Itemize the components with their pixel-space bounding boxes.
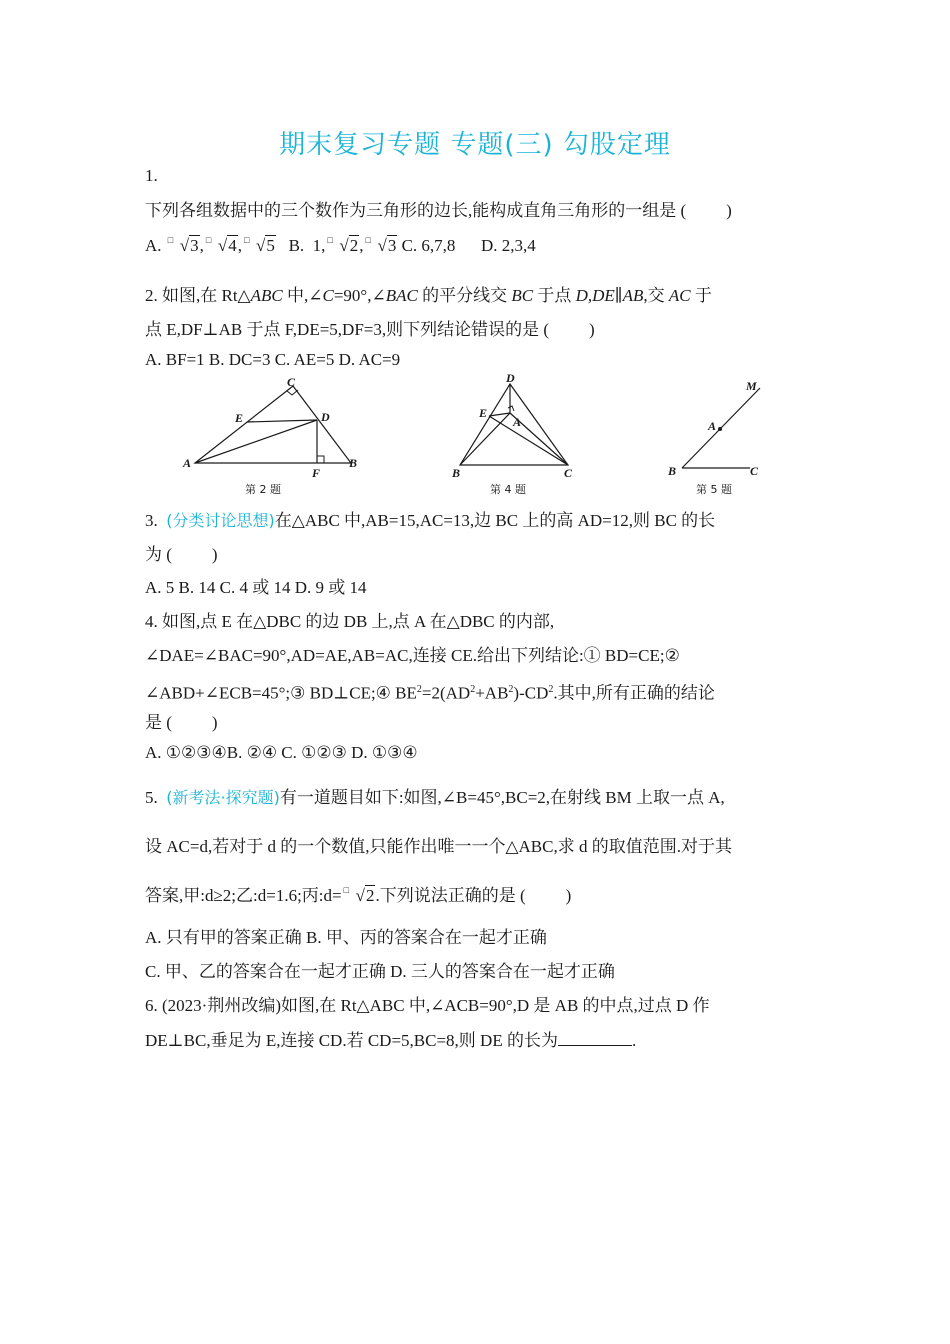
fig4-label-d: D — [506, 371, 515, 385]
q2-stem-line1: 2. 如图,在 Rt△ABC 中,∠C=90°,∠BAC 的平分线交 BC 于点 D,DE∥AB,交 AC 于 — [145, 286, 712, 305]
q4-stem-line4: 是 ( ) — [145, 713, 218, 732]
q1-stem: 下列各组数据中的三个数作为三角形的边长,能构成直角三角形的一组是 ( ) — [145, 201, 732, 220]
q1-option-d: D. 2,3,4 — [480, 236, 536, 255]
q2-stem-line2: 点 E,DF⊥AB 于点 F,DE=5,DF=3,则下列结论错误的是 ( ) — [145, 320, 595, 339]
q2-options: A. BF=1 B. DC=3 C. AE=5 D. AC=9 — [145, 350, 401, 369]
q5-stem-line1: 5. (新考法·探究题)有一道题目如下:如图,∠B=45°,BC=2,在射线 BM 上取一点 A, — [145, 788, 725, 807]
q6-answer-blank[interactable] — [558, 1031, 632, 1046]
q4-stem-line2: ∠DAE=∠BAC=90°,AD=AE,AB=AC,连接 CE.给出下列结论:① BD=CE;② — [145, 646, 680, 665]
q3-tag: (分类讨论思想) — [166, 511, 275, 530]
q6-stem-line2: DE⊥BC,垂足为 E,连接 CD.若 CD=5,BC=8,则 DE 的长为 . — [145, 1031, 637, 1050]
figure-q2 — [175, 374, 370, 499]
figure-q4 — [448, 370, 588, 500]
q5-stem-line3: 答案,甲:d≥2;乙:d=1.6;丙:d= □ √2.下列说法正确的是 ( ) — [145, 885, 572, 905]
q5-tag: (新考法·探究题) — [166, 788, 280, 807]
fig5-label-m: M — [746, 379, 757, 393]
figure-q5 — [662, 374, 782, 500]
fig2-label-c: C — [287, 375, 296, 389]
q1-option-a: A. — [145, 236, 162, 255]
q5-stem-line2: 设 AC=d,若对于 d 的一个数值,只能作出唯一一个△ABC,求 d 的取值范围.对于其 — [145, 837, 732, 856]
fig5-label-a: A — [708, 419, 717, 433]
fig4-label-b: B — [452, 466, 461, 480]
fig2-caption: 第 2 题 — [245, 483, 281, 496]
fig4-label-e: E — [479, 406, 488, 420]
q5-options-cd: C. 甲、乙的答案合在一起才正确 D. 三人的答案合在一起才正确 — [145, 962, 615, 981]
fig2-label-d: D — [321, 410, 330, 424]
q1-option-b: B. — [288, 236, 305, 255]
fig5-caption: 第 5 题 — [696, 483, 732, 496]
fig2-label-a: A — [183, 456, 192, 470]
q4-stem-line1: 4. 如图,点 E 在△DBC 的边 DB 上,点 A 在△DBC 的内部, — [145, 612, 555, 631]
q3-stem-line2: 为 ( ) — [145, 545, 218, 564]
fig2-label-f: F — [312, 466, 321, 480]
fig4-label-c: C — [564, 466, 573, 480]
q3-options: A. 5 B. 14 C. 4 或 14 D. 9 或 14 — [145, 578, 367, 597]
page-title: 期末复习专题 专题(三) 勾股定理 — [279, 130, 671, 160]
fig5-label-b: B — [668, 464, 677, 478]
q1-option-c: C. 6,7,8 — [401, 236, 456, 255]
q4-stem-line3: ∠ABD+∠ECB=45°;③ BD⊥CE;④ $BE^2=2(AD^2+AB^2)-CD^2$.其中,所有正确的结论 — [145, 683, 715, 703]
q3-stem-line1: 3. (分类讨论思想)在△ABC 中,AB=15,AC=13,边 BC 上的高 AD=12,则 BC 的长 — [145, 511, 716, 530]
q4-options: A. ①②③④B. ②④ C. ①②③ D. ①③④ — [145, 743, 418, 762]
fig5-label-c: C — [750, 464, 759, 478]
q1-options: A. □ √3, □ √4, □ √5 B. 1, □ √2, □ √3 C. 6,7,8 D. 2,3,4 — [145, 235, 536, 255]
q1-number: 1. — [145, 166, 158, 185]
fig4-caption: 第 4 题 — [490, 483, 526, 496]
fig2-label-e: E — [235, 411, 244, 425]
fig2-label-b: B — [349, 456, 358, 470]
q6-stem-line1: 6. (2023·荆州改编)如图,在 Rt△ABC 中,∠ACB=90°,D 是 AB 的中点,过点 D 作 — [145, 996, 710, 1015]
fig4-label-a: A — [513, 415, 522, 429]
q5-options-ab: A. 只有甲的答案正确 B. 甲、丙的答案合在一起才正确 — [145, 928, 547, 947]
